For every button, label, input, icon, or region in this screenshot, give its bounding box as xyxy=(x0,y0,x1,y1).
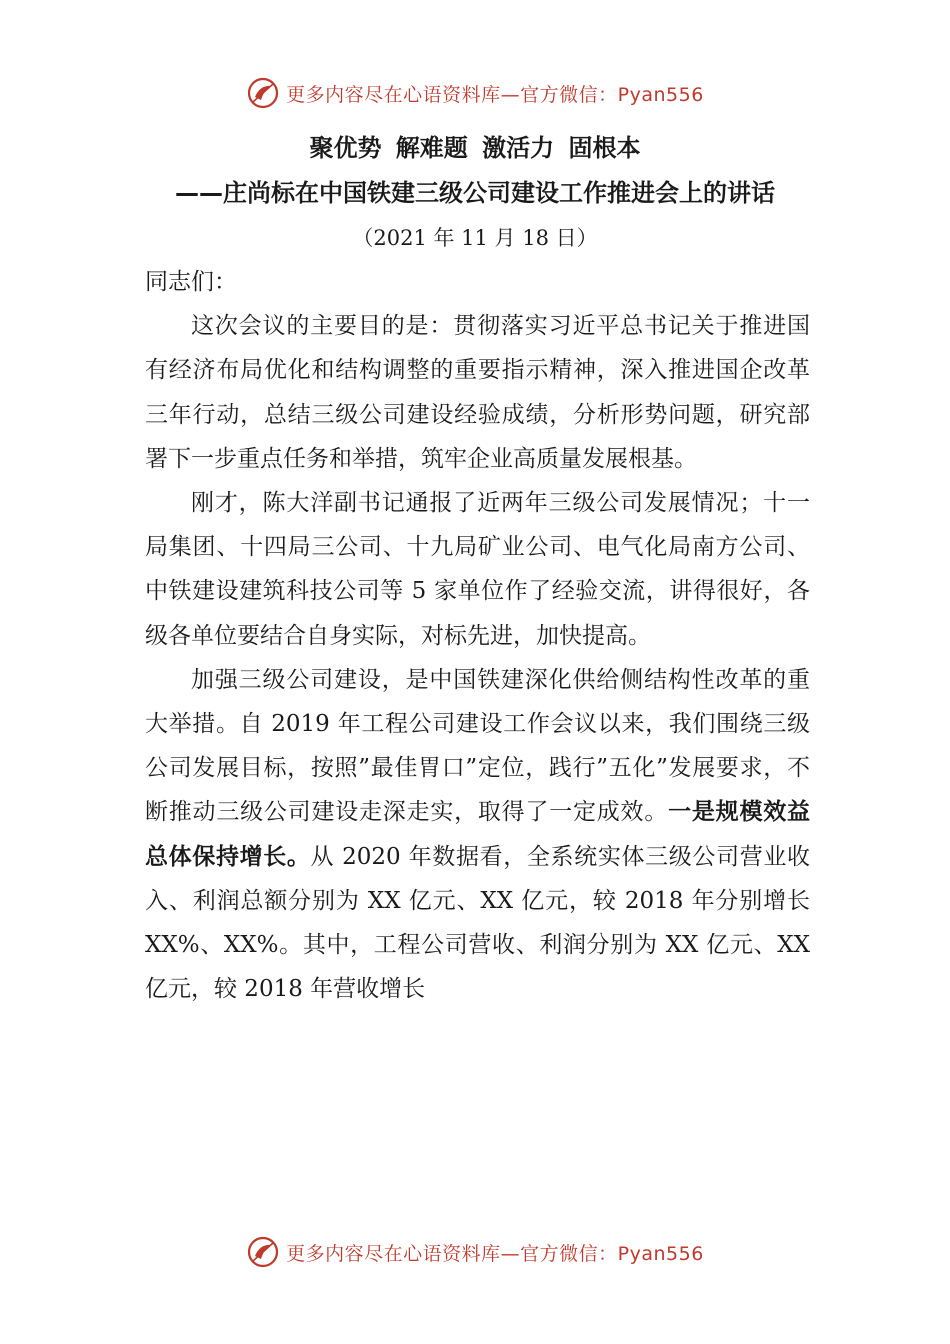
watermark-header xyxy=(0,76,950,110)
paragraph-3-details: 从 2020 年数据看，全系统实体三级公司营业收入、利润总额分别为 XX 亿元、XX 亿元，较 2018 年分别增长 XX%、XX%。其中，工程公司营收、利润分别为 XX 亿元、XX 亿元，较 2018 年营收增长 xyxy=(145,843,811,1003)
paragraph-3 xyxy=(145,658,810,1012)
watermark-text: 更多内容尽在心语资料库—官方微信：Pyan556 xyxy=(286,1242,704,1265)
paragraph-1: 这次会议的主要目的是：贯彻落实习近平总书记关于推进国有经济布局优化和结构调整的重要指示精神，深入推进国企改革三年行动，总结三级公司建设经验成绩，分析形势问题，研究部署下一步重点任务和举措，筑牢企业高质量发展根基。 xyxy=(145,313,810,472)
logo-icon xyxy=(246,1235,280,1269)
logo-icon xyxy=(246,76,280,110)
document-body xyxy=(145,260,810,1011)
greeting: 同志们： xyxy=(145,269,237,295)
paragraph-3-highlight: 一是规模效益总体保持增长。 xyxy=(145,799,811,870)
paragraph-3-intro: 加强三级公司建设，是中国铁建深化供给侧结构性改革的重大举措。自 2019 年工程公司建设工作会议以来，我们围绕三级公司发展目标，按照”最佳胃口”定位，践行”五化”发展要求，不断推动三级公司建设走深走实，取得了一定成效。 xyxy=(145,666,810,826)
page-subtitle: ——庄尚标在中国铁建三级公司建设工作推进会上的讲话 xyxy=(175,179,775,207)
page-title: 聚优势 解难题 激活力 固根本 xyxy=(309,134,641,162)
speech-date: （2021 年 11 月 18 日） xyxy=(352,226,598,250)
watermark-text: 更多内容尽在心语资料库—官方微信：Pyan556 xyxy=(286,83,704,106)
watermark-footer xyxy=(0,1235,950,1269)
paragraph-2: 刚才，陈大洋副书记通报了近两年三级公司发展情况；十一局集团、十四局三公司、十九局矿业公司、电气化局南方公司、中铁建设建筑科技公司等 5 家单位作了经验交流，讲得很好，各级各单位要结合自身实际，对标先进，加快提高。 xyxy=(145,490,810,649)
